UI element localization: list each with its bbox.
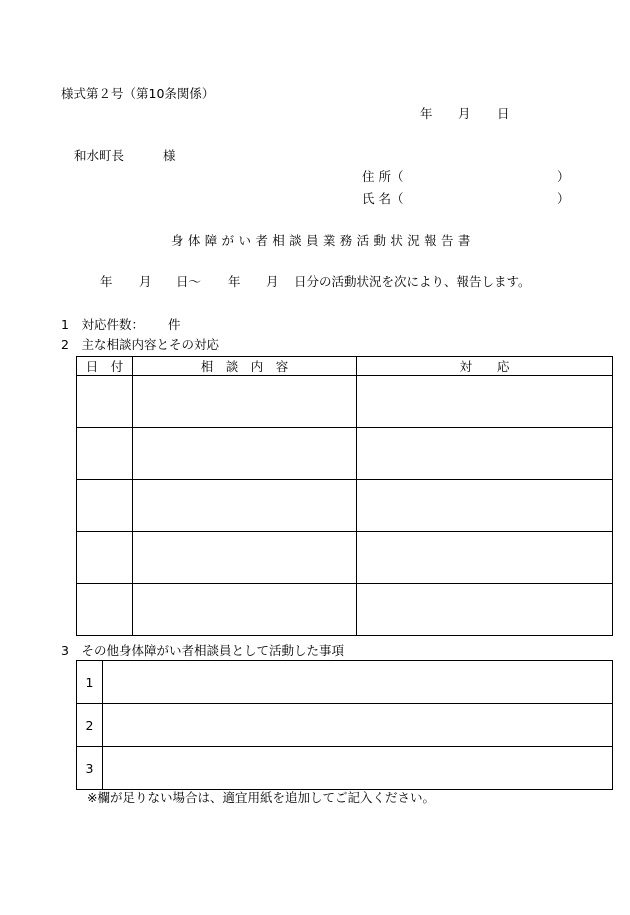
consultation-table-header bbox=[77, 357, 613, 376]
addressee-honorific: 様 bbox=[163, 148, 176, 163]
name-label: 氏 名（ bbox=[362, 191, 404, 206]
date-cell[interactable] bbox=[77, 428, 133, 480]
section-3-heading: 3 その他身体障がい者相談員として活動した事項 bbox=[61, 643, 344, 658]
table-row bbox=[77, 584, 613, 636]
activity-cell[interactable] bbox=[103, 704, 613, 747]
document-title: 身体障がい者相談員業務活動状況報告書 bbox=[171, 233, 475, 248]
table-row bbox=[77, 480, 613, 532]
content-cell[interactable] bbox=[133, 428, 357, 480]
date-cell[interactable] bbox=[77, 532, 133, 584]
date-cell[interactable] bbox=[77, 480, 133, 532]
row-number: 2 bbox=[77, 704, 103, 747]
content-cell[interactable] bbox=[133, 532, 357, 584]
table-row bbox=[77, 704, 613, 747]
section-2-heading: 2 主な相談内容とその対応 bbox=[61, 337, 219, 352]
content-cell[interactable] bbox=[133, 480, 357, 532]
date-cell[interactable] bbox=[77, 376, 133, 428]
header-response: 対 応 bbox=[357, 357, 613, 376]
other-activities-table bbox=[76, 660, 613, 790]
footnote: ※欄が足りない場合は、適宜用紙を追加してご記入ください。 bbox=[87, 790, 435, 805]
table-row bbox=[77, 747, 613, 790]
period-start-year: 年 bbox=[100, 274, 113, 289]
table-row bbox=[77, 532, 613, 584]
consultation-table bbox=[76, 356, 613, 636]
address-label: 住 所（ bbox=[362, 169, 404, 184]
date-year-label: 年 bbox=[420, 106, 433, 121]
date-month-label: 月 bbox=[458, 106, 471, 121]
activity-cell[interactable] bbox=[103, 747, 613, 790]
header-date: 日 付 bbox=[77, 357, 133, 376]
table-row bbox=[77, 376, 613, 428]
activity-cell[interactable] bbox=[103, 661, 613, 704]
table-row bbox=[77, 428, 613, 480]
content-cell[interactable] bbox=[133, 376, 357, 428]
period-start-day: 日～ bbox=[176, 274, 202, 289]
table-row bbox=[77, 661, 613, 704]
content-cell[interactable] bbox=[133, 584, 357, 636]
date-day-label: 日 bbox=[497, 106, 510, 121]
row-number: 3 bbox=[77, 747, 103, 790]
addressee-name: 和水町長 bbox=[74, 148, 125, 163]
form-number-label: 様式第２号（第10条関係） bbox=[61, 86, 215, 101]
date-cell[interactable] bbox=[77, 584, 133, 636]
response-cell[interactable] bbox=[357, 376, 613, 428]
period-end-year: 年 bbox=[228, 274, 241, 289]
case-count-label: 1 対応件数： bbox=[61, 317, 144, 332]
case-count-unit: 件 bbox=[168, 317, 181, 332]
header-content: 相 談 内 容 bbox=[133, 357, 357, 376]
name-close-paren: ） bbox=[557, 191, 570, 206]
response-cell[interactable] bbox=[357, 428, 613, 480]
period-start-month: 月 bbox=[139, 274, 152, 289]
period-statement: 日分の活動状況を次により、報告します。 bbox=[294, 274, 531, 289]
response-cell[interactable] bbox=[357, 480, 613, 532]
address-close-paren: ） bbox=[557, 169, 570, 184]
row-number: 1 bbox=[77, 661, 103, 704]
period-end-month: 月 bbox=[266, 274, 279, 289]
response-cell[interactable] bbox=[357, 532, 613, 584]
response-cell[interactable] bbox=[357, 584, 613, 636]
